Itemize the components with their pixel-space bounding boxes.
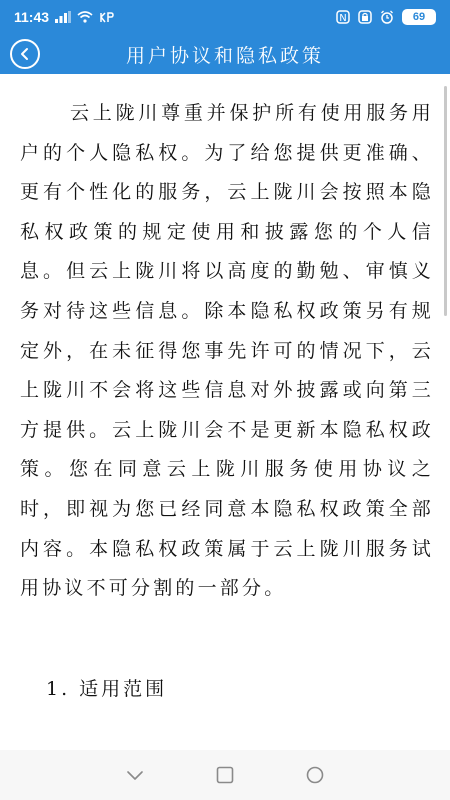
nav-back-button[interactable]: [115, 755, 155, 795]
title-bar: [0, 34, 450, 74]
wifi-icon: [77, 11, 93, 23]
privacy-paragraph: 云上陇川尊重并保护所有使用服务用户的个人隐私权。为了给您提供更准确、更有个性化的服务，云上陇川会按照本隐私权政策的规定使用和披露您的个人信息。但云上陇川将以高度的勤勉、审慎义务对待这些信息。除本隐私权政策另有规定外，在未征得您事先许可的情况下，云上陇川不会将这些信息对外披露或向第三方提供。云上陇川会不是更新本隐私权政策。您在同意云上陇川服务使用协议之时，即视为您已经同意本隐私权政策全部内容。本隐私权政策属于云上陇川服务试用协议不可分割的一部分。: [20, 102, 434, 600]
system-nav-bar: [0, 750, 450, 800]
svg-text:N: N: [339, 13, 347, 24]
signal-icon: [55, 11, 71, 23]
nav-home-icon: [216, 766, 234, 784]
content-area[interactable]: [0, 74, 450, 750]
back-button[interactable]: [10, 39, 40, 69]
page-title: 用户协议和隐私政策: [125, 44, 324, 67]
battery-indicator: 69: [402, 9, 436, 25]
section-heading: 1. 适用范围: [46, 678, 168, 700]
nav-home-button[interactable]: [205, 755, 245, 795]
status-time: 11:43: [14, 9, 50, 25]
nav-recent-button[interactable]: [295, 755, 335, 795]
alarm-icon: [380, 10, 394, 24]
status-bar: [0, 0, 450, 34]
notification-icon: [336, 10, 350, 24]
nav-back-icon: [126, 769, 144, 781]
lock-icon: [358, 10, 372, 24]
scrollbar[interactable]: [444, 86, 447, 316]
nav-recent-icon: [306, 766, 324, 784]
chevron-left-icon: [19, 47, 31, 61]
speed-icon: [99, 11, 115, 23]
